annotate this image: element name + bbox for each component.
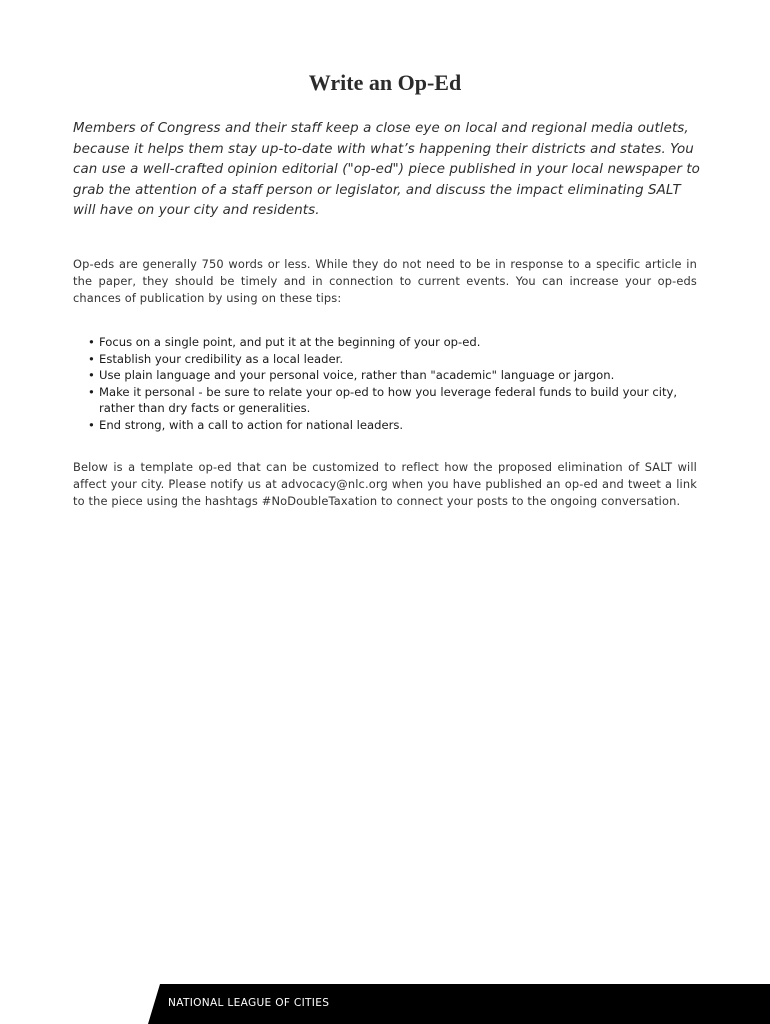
bullet-icon: • xyxy=(88,351,95,366)
tips-list xyxy=(88,334,698,434)
bullet-icon: • xyxy=(88,384,95,399)
page-title: Write an Op-Ed xyxy=(308,70,462,95)
list-item xyxy=(88,334,698,351)
intro-paragraph: Members of Congress and their staff keep a close eye on local and regional media outlets, because it helps them stay up-to-date with what’s happening their districts and states. You can use a well-crafted opinion editorial ("op-ed") piece published in your local newspaper to grab the attention of a staff person or legislator, and discuss the impact eliminating SALT will have on your city and residents. xyxy=(73,121,700,219)
list-item xyxy=(88,417,698,434)
footer-bar-shape xyxy=(0,984,770,1024)
footer-organization-name: NATIONAL LEAGUE OF CITIES xyxy=(168,997,330,1009)
body-paragraph-template: Below is a template op-ed that can be customized to reflect how the proposed elimination of SALT will affect your city. Please notify us at advocacy@nlc.org when you have published an op-ed and tweet a link to the piece using the hashtags #NoDoubleTaxation to connect your posts to the ongoing conversation. xyxy=(73,460,697,508)
tip-text: End strong, with a call to action for national leaders. xyxy=(99,417,404,432)
tip-text: Make it personal - be sure to relate your op-ed to how you leverage federal funds to build your city, rather than dry facts or generalities. xyxy=(99,384,678,416)
bullet-icon: • xyxy=(88,368,95,383)
bullet-icon: • xyxy=(88,417,95,432)
bullet-icon: • xyxy=(88,335,95,349)
tip-text: Establish your credibility as a local leader. xyxy=(99,351,344,366)
list-item xyxy=(88,384,698,417)
body-paragraph-length: Op-eds are generally 750 words or less. While they do not need to be in response to a specific article in the paper, they should be timely and in connection to current events. You can increase your op-eds chances of publication by using on these tips: xyxy=(73,257,697,305)
footer-bar xyxy=(0,984,770,1024)
list-item xyxy=(88,351,698,368)
tip-text: Use plain language and your personal voice, rather than "academic" language or jargon. xyxy=(99,368,615,383)
list-item xyxy=(88,367,698,384)
tip-text: Focus on a single point, and put it at the beginning of your op-ed. xyxy=(99,335,481,349)
